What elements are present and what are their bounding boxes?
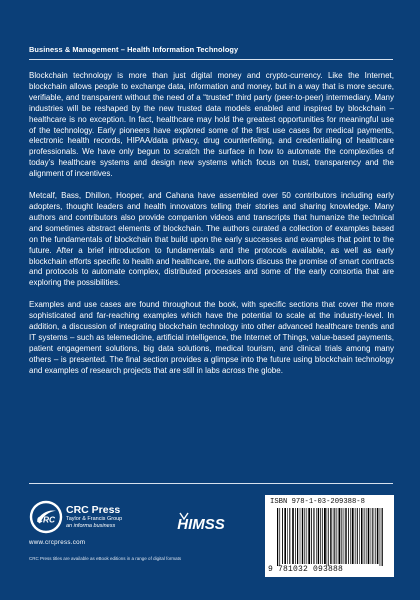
bottom-divider xyxy=(29,483,393,484)
crc-logo-text: CRC xyxy=(36,514,56,525)
publisher-group: Taylor & Francis Group xyxy=(66,516,123,522)
description-paragraph-2: Metcalf, Bass, Dhillon, Hooper, and Cahana have assembled over 50 contributors including early adopters, thought leaders and health innovators telling their stories and sharing knowledge. Many authors and contributors also provide companion videos and transcripts that humanize the technical and sometimes abstract elements of blockchain. The authors curated a collection of examples based on the fundamentals of blockchain that build upon the early successes and examples that point to the future. After a brief introduction to fundamentals and the protocols available, as well as early blockchain efforts specific to health and healthcare, the authors discuss the promise of smart contracts and protocols to automate complex, distributed processes and some of the early consortia that are exploring the possibilities. xyxy=(29,191,394,288)
publisher-block xyxy=(66,505,174,529)
barcode-panel xyxy=(265,495,394,577)
barcode-icon xyxy=(272,508,388,566)
crc-logo-icon xyxy=(29,500,63,534)
ebook-footnote: CRC Press titles are available as eBook editions in a range of digital formats xyxy=(29,556,182,561)
himss-logo-icon xyxy=(173,510,229,534)
publisher-website[interactable]: www.crcpress.com xyxy=(29,539,86,546)
description-paragraph-1: Blockchain technology is more than just digital money and crypto-currency. Like the Internet, blockchain allows people to exchange data, information and money, but in a way that is more secure, verifiable, and transparent without the need of a “trusted” third party (peer-to-peer) intermediary. Many industries will be reshaped by the new trusted data models enabled and inspired by blockchain – healthcare is no exception. In fact, healthcare may hold the greatest opportunities for meaningful use of the technology. Early pioneers have explored some of the first use cases for medical payments, electronic health records, HIPAA/data privacy, drug counterfeiting, and credentialing of healthcare professionals. We have only begun to scratch the surface in how to automate the complexities of today’s healthcare systems and design new systems which focus on trust, transparency and the alignment of incentives. xyxy=(29,71,394,179)
description-paragraph-3: Examples and use cases are found throughout the book, with specific sections that cover the more sophisticated and far-reaching examples which have the potential to scale at the industry-level. In addition, a discussion of integrating blockchain technology into other advanced healthcare trends and IT systems – such as telemedicine, artificial intelligence, the Internet of Things, value-based payments, patient engagement solutions, big data solutions, medical tourism, and clinical trials among many others – is presented. The final section provides a glimpse into the future using blockchain technology and examples of research projects that are still in labs across the globe. xyxy=(29,300,394,375)
isbn-label: ISBN 978-1-03-209388-8 xyxy=(270,498,365,506)
publisher-name: CRC Press xyxy=(66,504,121,516)
publisher-business: an informa business xyxy=(66,522,116,529)
himss-logo-text: HIMSS xyxy=(177,516,225,533)
description-text xyxy=(29,71,394,377)
category-label: Business & Management – Health Information Technology xyxy=(29,45,239,54)
top-divider xyxy=(29,59,393,60)
barcode-number: 9 781032 093888 xyxy=(268,565,344,574)
